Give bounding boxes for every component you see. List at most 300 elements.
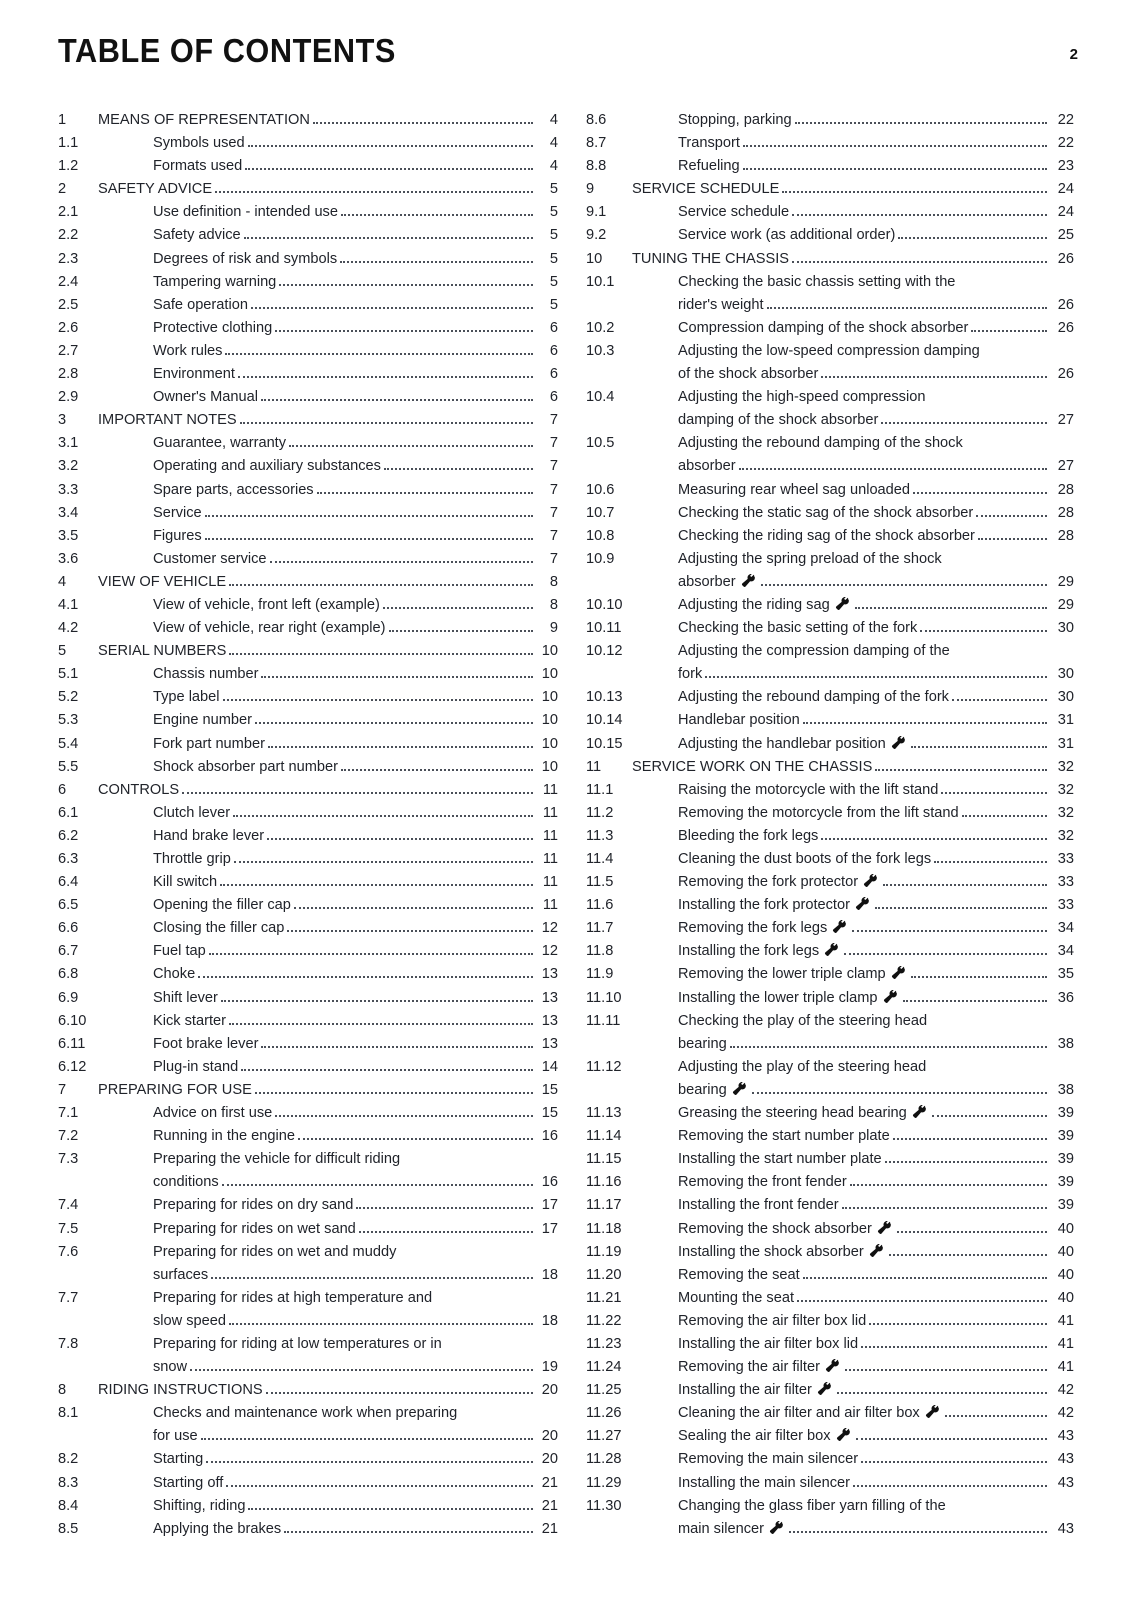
toc-entry-number: 11.6 xyxy=(586,897,614,914)
toc-page-ref[interactable]: 27 xyxy=(1057,458,1074,475)
toc-entry[interactable] xyxy=(586,709,1074,732)
toc-entry[interactable] xyxy=(586,1402,1074,1425)
toc-entry[interactable] xyxy=(58,1148,558,1194)
toc-entry[interactable] xyxy=(58,1379,558,1402)
toc-page-ref[interactable]: 7 xyxy=(549,504,558,521)
toc-entry[interactable] xyxy=(586,802,1074,825)
toc-entry[interactable] xyxy=(58,1241,558,1287)
toc-entry[interactable] xyxy=(58,756,558,779)
toc-page-ref[interactable]: 41 xyxy=(1057,1359,1074,1376)
toc-page-ref[interactable]: 32 xyxy=(1057,781,1074,798)
toc-entry[interactable] xyxy=(58,1402,558,1448)
toc-page-ref[interactable]: 15 xyxy=(541,1081,558,1098)
toc-entry-title-block xyxy=(678,779,1074,802)
toc-page-ref[interactable]: 16 xyxy=(541,1128,558,1145)
toc-entry-title-block xyxy=(98,640,558,663)
toc-page-ref[interactable]: 34 xyxy=(1057,920,1074,937)
toc-page-ref[interactable]: 18 xyxy=(541,1266,558,1283)
toc-page-ref[interactable]: 40 xyxy=(1057,1289,1074,1306)
wrench-icon xyxy=(863,874,878,888)
toc-entry-label: Preparing for rides at high temperature and xyxy=(153,1289,433,1306)
toc-page-ref[interactable]: 12 xyxy=(541,943,558,960)
toc-entry[interactable] xyxy=(586,132,1074,155)
toc-page-ref[interactable]: 42 xyxy=(1057,1405,1074,1422)
toc-entry-indent xyxy=(98,617,153,640)
toc-page-ref[interactable]: 10 xyxy=(541,689,558,706)
toc-entry-line-final xyxy=(678,1218,1074,1241)
toc-page-ref[interactable]: 5 xyxy=(549,227,558,244)
toc-page-ref[interactable]: 6 xyxy=(549,389,558,406)
toc-page-ref[interactable]: 33 xyxy=(1057,897,1074,914)
toc-entry-label: Throttle grip xyxy=(153,851,231,867)
toc-entry[interactable] xyxy=(58,455,558,478)
toc-entry-label: Opening the filler cap xyxy=(153,897,291,914)
toc-entry[interactable] xyxy=(58,294,558,317)
toc-page-ref[interactable]: 39 xyxy=(1057,1151,1074,1168)
toc-entry-title-block xyxy=(98,109,558,132)
toc-entry[interactable] xyxy=(58,709,558,732)
toc-entry-number: 10.6 xyxy=(586,481,615,498)
toc-page-ref[interactable]: 5 xyxy=(549,204,558,221)
toc-page-ref[interactable]: 33 xyxy=(1057,851,1074,867)
toc-page-ref[interactable]: 22 xyxy=(1057,135,1074,152)
toc-entry[interactable] xyxy=(586,1472,1074,1495)
toc-entry-number: 8.8 xyxy=(586,158,607,175)
toc-page-ref[interactable]: 6 xyxy=(549,366,558,383)
toc-entry[interactable] xyxy=(586,640,1074,686)
toc-page-ref[interactable]: 6 xyxy=(549,319,558,336)
toc-page-ref[interactable]: 11 xyxy=(542,851,558,867)
toc-entry-number: 11.23 xyxy=(586,1335,622,1352)
toc-page-ref[interactable]: 7 xyxy=(549,527,558,544)
toc-page-ref[interactable]: 17 xyxy=(541,1197,558,1214)
toc-page-ref[interactable]: 43 xyxy=(1057,1451,1074,1468)
toc-page-ref[interactable]: 36 xyxy=(1057,989,1074,1006)
toc-entry-number: 11.13 xyxy=(586,1105,622,1122)
toc-entry[interactable] xyxy=(586,1425,1074,1448)
toc-entry-indent xyxy=(632,132,678,155)
toc-entry[interactable] xyxy=(58,155,558,178)
toc-entry-label: MEANS OF REPRESENTATION xyxy=(98,112,310,128)
toc-entry[interactable] xyxy=(586,733,1074,756)
toc-entry-indent xyxy=(632,1010,678,1033)
toc-entry[interactable] xyxy=(586,479,1074,502)
toc-page-ref[interactable]: 32 xyxy=(1057,804,1074,821)
toc-entry[interactable] xyxy=(586,155,1074,178)
toc-entry-line xyxy=(678,340,1074,363)
toc-entry[interactable] xyxy=(58,640,558,663)
toc-entry-label: Clutch lever xyxy=(153,804,231,821)
toc-entry[interactable] xyxy=(586,1102,1074,1125)
toc-entry-title-block xyxy=(678,709,1074,732)
toc-entry[interactable] xyxy=(58,1287,558,1333)
toc-page-ref[interactable]: 43 xyxy=(1057,1474,1074,1491)
toc-entry[interactable] xyxy=(586,617,1074,640)
toc-page-ref[interactable]: 24 xyxy=(1057,181,1074,198)
toc-page-ref[interactable]: 5 xyxy=(549,250,558,267)
toc-entry-line-final xyxy=(678,1518,1074,1541)
toc-page-ref[interactable]: 39 xyxy=(1057,1105,1074,1122)
toc-entry[interactable] xyxy=(58,1033,558,1056)
toc-entry[interactable] xyxy=(586,1194,1074,1217)
toc-leader-dots xyxy=(752,1092,1047,1094)
toc-entry-indent xyxy=(98,756,153,779)
toc-entry[interactable] xyxy=(58,686,558,709)
toc-entry[interactable] xyxy=(586,1379,1074,1402)
toc-entry[interactable] xyxy=(58,1102,558,1125)
toc-page-ref[interactable]: 10 xyxy=(541,712,558,729)
toc-page-ref[interactable]: 38 xyxy=(1057,1035,1074,1052)
toc-page-ref[interactable]: 20 xyxy=(541,1451,558,1468)
toc-page-ref[interactable]: 10 xyxy=(541,666,558,683)
toc-page-ref[interactable]: 4 xyxy=(549,135,558,152)
toc-entry[interactable] xyxy=(586,1333,1074,1356)
toc-page-ref[interactable]: 28 xyxy=(1057,527,1074,544)
toc-page-ref[interactable]: 41 xyxy=(1057,1335,1074,1352)
toc-entry[interactable] xyxy=(586,1056,1074,1102)
toc-entry-indent xyxy=(98,825,153,848)
toc-page-ref[interactable]: 7 xyxy=(549,412,558,429)
toc-page-ref[interactable]: 28 xyxy=(1057,504,1074,521)
toc-leader-dots xyxy=(251,307,533,309)
toc-entry[interactable] xyxy=(58,871,558,894)
toc-page-ref[interactable]: 31 xyxy=(1057,735,1074,752)
toc-entry-line-final xyxy=(678,848,1074,871)
toc-page-ref[interactable]: 40 xyxy=(1057,1243,1074,1260)
toc-entry[interactable] xyxy=(586,1241,1074,1264)
toc-entry[interactable] xyxy=(586,502,1074,525)
toc-entry[interactable] xyxy=(586,1010,1074,1056)
toc-page-ref[interactable]: 29 xyxy=(1057,596,1074,613)
toc-page-ref[interactable]: 20 xyxy=(541,1382,558,1399)
toc-entry[interactable] xyxy=(586,201,1074,224)
toc-entry[interactable] xyxy=(586,1495,1074,1541)
toc-leader-dots xyxy=(855,607,1047,609)
toc-entry[interactable] xyxy=(58,224,558,247)
toc-page-ref[interactable]: 41 xyxy=(1057,1312,1074,1329)
toc-entry[interactable] xyxy=(586,1448,1074,1471)
toc-entry[interactable] xyxy=(58,1218,558,1241)
toc-entry-line xyxy=(678,1495,1074,1518)
toc-entry-label: Installing the air filter box lid xyxy=(678,1335,859,1352)
toc-page-ref[interactable]: 43 xyxy=(1057,1520,1074,1537)
toc-entry-label: View of vehicle, front left (example) xyxy=(153,596,380,613)
toc-entry[interactable] xyxy=(586,779,1074,802)
toc-entry[interactable] xyxy=(58,1079,558,1102)
toc-page-ref[interactable]: 11 xyxy=(542,874,558,891)
toc-page-ref[interactable]: 21 xyxy=(541,1497,558,1514)
toc-entry[interactable] xyxy=(586,248,1074,271)
toc-entry-title-block xyxy=(678,525,1074,548)
toc-entry[interactable] xyxy=(586,178,1074,201)
toc-page-ref[interactable]: 11 xyxy=(542,804,558,821)
toc-page-ref[interactable]: 35 xyxy=(1057,966,1074,983)
toc-entry[interactable] xyxy=(58,432,558,455)
toc-page-ref[interactable]: 28 xyxy=(1057,481,1074,498)
toc-page-ref[interactable]: 19 xyxy=(541,1359,558,1376)
toc-entry[interactable] xyxy=(586,432,1074,478)
toc-leader-dots xyxy=(226,1485,533,1487)
toc-entry[interactable] xyxy=(586,917,1074,940)
toc-page-ref[interactable]: 11 xyxy=(542,897,558,914)
toc-entry[interactable] xyxy=(58,548,558,571)
toc-page-ref[interactable]: 11 xyxy=(542,781,558,798)
toc-page-ref[interactable]: 34 xyxy=(1057,943,1074,960)
toc-entry[interactable] xyxy=(58,248,558,271)
toc-page-ref[interactable]: 33 xyxy=(1057,874,1074,891)
toc-entry-label: Stopping, parking xyxy=(678,112,792,128)
toc-page-ref[interactable]: 25 xyxy=(1057,227,1074,244)
toc-page-ref[interactable]: 5 xyxy=(549,296,558,313)
toc-page-ref[interactable]: 27 xyxy=(1057,412,1074,429)
toc-entry-number: 9.2 xyxy=(586,227,607,244)
toc-entry-line-final xyxy=(153,1194,558,1217)
toc-page-ref[interactable]: 26 xyxy=(1057,366,1074,383)
toc-entry[interactable] xyxy=(58,594,558,617)
toc-entry-line-final xyxy=(678,1402,1074,1425)
toc-entry[interactable] xyxy=(58,1518,558,1541)
toc-page-ref[interactable]: 12 xyxy=(541,920,558,937)
toc-page-ref[interactable]: 9 xyxy=(549,620,558,637)
toc-entry[interactable] xyxy=(586,1125,1074,1148)
toc-page-ref[interactable]: 8 xyxy=(549,596,558,613)
toc-entry[interactable] xyxy=(58,1472,558,1495)
toc-page-ref[interactable]: 10 xyxy=(541,735,558,752)
toc-page-ref[interactable]: 22 xyxy=(1057,112,1074,128)
toc-entry-label: Adjusting the high-speed compression xyxy=(678,389,926,406)
toc-entry[interactable] xyxy=(586,825,1074,848)
toc-entry[interactable] xyxy=(586,317,1074,340)
toc-page-ref[interactable]: 18 xyxy=(541,1312,558,1329)
toc-page-ref[interactable]: 7 xyxy=(549,435,558,452)
toc-entry[interactable] xyxy=(58,571,558,594)
toc-page-ref[interactable]: 39 xyxy=(1057,1128,1074,1145)
toc-entry[interactable] xyxy=(586,594,1074,617)
toc-page-ref[interactable]: 5 xyxy=(549,273,558,290)
toc-entry[interactable] xyxy=(58,271,558,294)
toc-entry[interactable] xyxy=(58,132,558,155)
toc-page-ref[interactable]: 16 xyxy=(541,1174,558,1191)
toc-entry[interactable] xyxy=(58,525,558,548)
toc-leader-dots xyxy=(952,699,1047,701)
toc-entry[interactable] xyxy=(58,663,558,686)
toc-entry[interactable] xyxy=(586,1264,1074,1287)
toc-page-ref[interactable]: 13 xyxy=(541,966,558,983)
toc-page-ref[interactable]: 40 xyxy=(1057,1220,1074,1237)
toc-entry[interactable] xyxy=(586,1148,1074,1171)
toc-leader-dots xyxy=(209,953,533,955)
toc-entry[interactable] xyxy=(58,479,558,502)
toc-leader-dots xyxy=(978,538,1047,540)
toc-entry-title-block xyxy=(678,963,1074,986)
toc-entry[interactable] xyxy=(58,178,558,201)
toc-entry-label: Use definition - intended use xyxy=(153,204,338,221)
toc-page-ref[interactable]: 26 xyxy=(1057,250,1074,267)
toc-entry-number: 2.5 xyxy=(58,296,79,313)
toc-entry[interactable] xyxy=(586,1287,1074,1310)
toc-entry-number: 11.18 xyxy=(586,1220,622,1237)
toc-entry-number: 3.6 xyxy=(58,550,79,567)
toc-page-ref[interactable]: 13 xyxy=(541,1035,558,1052)
toc-entry[interactable] xyxy=(58,386,558,409)
toc-page-ref[interactable]: 42 xyxy=(1057,1382,1074,1399)
toc-page-ref[interactable]: 11 xyxy=(542,827,558,844)
toc-entry-title-block xyxy=(678,1171,1074,1194)
toc-entry-indent xyxy=(632,1171,678,1194)
toc-page-ref[interactable]: 32 xyxy=(1057,827,1074,844)
toc-entry[interactable] xyxy=(586,109,1074,132)
toc-page-ref[interactable]: 7 xyxy=(549,550,558,567)
toc-page-ref[interactable]: 26 xyxy=(1057,296,1074,313)
toc-entry[interactable] xyxy=(586,224,1074,247)
toc-page-ref[interactable]: 4 xyxy=(549,112,558,128)
toc-entry-indent xyxy=(632,963,678,986)
toc-entry[interactable] xyxy=(586,1171,1074,1194)
toc-entry-line-final xyxy=(153,455,558,478)
toc-entry-label: Degrees of risk and symbols xyxy=(153,250,338,267)
toc-entry[interactable] xyxy=(586,525,1074,548)
toc-entry[interactable] xyxy=(58,963,558,986)
toc-page-ref[interactable]: 30 xyxy=(1057,666,1074,683)
toc-page-ref[interactable]: 15 xyxy=(541,1105,558,1122)
toc-entry[interactable] xyxy=(58,802,558,825)
toc-page-ref[interactable]: 8 xyxy=(549,573,558,590)
toc-entry[interactable] xyxy=(586,386,1074,432)
toc-entry[interactable] xyxy=(586,871,1074,894)
toc-entry[interactable] xyxy=(58,733,558,756)
toc-entry-indent xyxy=(98,987,153,1010)
toc-page-ref[interactable]: 21 xyxy=(541,1520,558,1537)
toc-entry[interactable] xyxy=(58,201,558,224)
toc-page-ref[interactable]: 43 xyxy=(1057,1428,1074,1445)
toc-page-ref[interactable]: 10 xyxy=(541,758,558,775)
toc-entry[interactable] xyxy=(586,963,1074,986)
toc-leader-dots xyxy=(971,330,1047,332)
toc-entry-number: 5.3 xyxy=(58,712,79,729)
toc-entry[interactable] xyxy=(58,409,558,432)
toc-page-ref[interactable]: 20 xyxy=(541,1428,558,1445)
toc-entry[interactable] xyxy=(586,756,1074,779)
toc-entry[interactable] xyxy=(58,363,558,386)
toc-page-ref[interactable]: 13 xyxy=(541,1012,558,1029)
toc-entry[interactable] xyxy=(58,1333,558,1379)
toc-entry-label: Running in the engine xyxy=(153,1128,295,1145)
toc-entry-line-final xyxy=(678,802,1074,825)
toc-page-ref[interactable]: 23 xyxy=(1057,158,1074,175)
toc-entry[interactable] xyxy=(58,1194,558,1217)
toc-page-ref[interactable]: 39 xyxy=(1057,1197,1074,1214)
toc-entry-title-block xyxy=(678,271,1074,317)
toc-entry[interactable] xyxy=(58,987,558,1010)
toc-entry[interactable] xyxy=(58,917,558,940)
toc-page-ref[interactable]: 32 xyxy=(1057,758,1074,775)
toc-page-ref[interactable]: 29 xyxy=(1057,573,1074,590)
toc-entry[interactable] xyxy=(586,1310,1074,1333)
toc-entry-title-block xyxy=(98,779,558,802)
toc-entry-indent xyxy=(98,132,153,155)
toc-page-ref[interactable]: 21 xyxy=(541,1474,558,1491)
toc-entry-label: Advice on first use xyxy=(153,1105,273,1122)
toc-page-ref[interactable]: 30 xyxy=(1057,689,1074,706)
toc-entry[interactable] xyxy=(58,1056,558,1079)
toc-leader-dots xyxy=(341,769,533,771)
toc-entry-number: 11.10 xyxy=(586,989,622,1006)
toc-entry[interactable] xyxy=(58,109,558,132)
toc-entry[interactable] xyxy=(58,617,558,640)
toc-page-ref[interactable]: 40 xyxy=(1057,1266,1074,1283)
toc-entry[interactable] xyxy=(58,1495,558,1518)
toc-entry[interactable] xyxy=(586,340,1074,386)
toc-page-ref[interactable]: 7 xyxy=(549,481,558,498)
toc-entry[interactable] xyxy=(58,779,558,802)
toc-entry-label: Shifting, riding xyxy=(153,1497,246,1514)
toc-entry[interactable] xyxy=(586,987,1074,1010)
toc-entry[interactable] xyxy=(586,271,1074,317)
toc-page-ref[interactable]: 30 xyxy=(1057,620,1074,637)
toc-page-ref[interactable]: 24 xyxy=(1057,204,1074,221)
toc-page-ref[interactable]: 6 xyxy=(549,342,558,359)
toc-entry[interactable] xyxy=(586,1356,1074,1379)
toc-leader-dots xyxy=(255,1092,533,1094)
toc-entry-label: Service work (as additional order) xyxy=(678,227,896,244)
toc-entry[interactable] xyxy=(58,1448,558,1471)
toc-page-ref[interactable]: 13 xyxy=(541,989,558,1006)
toc-entry-number: 3.4 xyxy=(58,504,79,521)
toc-entry[interactable] xyxy=(586,1218,1074,1241)
toc-entry-indent xyxy=(632,1425,678,1448)
toc-entry-number: 10 xyxy=(586,250,603,267)
toc-entry-line-final xyxy=(678,1472,1074,1495)
toc-entry-label: Refueling xyxy=(678,158,740,175)
toc-entry[interactable] xyxy=(58,1125,558,1148)
toc-entry[interactable] xyxy=(58,317,558,340)
toc-page-ref[interactable]: 7 xyxy=(549,458,558,475)
toc-page-ref[interactable]: 26 xyxy=(1057,319,1074,336)
toc-entry-title-block xyxy=(153,848,558,871)
toc-leader-dots xyxy=(898,237,1047,239)
toc-leader-dots xyxy=(869,1323,1047,1325)
toc-page-ref[interactable]: 17 xyxy=(541,1220,558,1237)
wrench-icon xyxy=(869,1244,884,1258)
toc-page-ref[interactable]: 10 xyxy=(541,643,558,660)
toc-entry[interactable] xyxy=(586,686,1074,709)
toc-entry-title-block xyxy=(678,1264,1074,1287)
toc-entry-indent xyxy=(98,432,153,455)
toc-entry[interactable] xyxy=(586,848,1074,871)
toc-entry-indent xyxy=(632,1264,678,1287)
toc-entry[interactable] xyxy=(58,825,558,848)
toc-entry-title-block xyxy=(678,1010,1074,1056)
toc-page-ref[interactable]: 38 xyxy=(1057,1081,1074,1098)
toc-page-ref[interactable]: 5 xyxy=(549,181,558,198)
toc-page-ref[interactable]: 14 xyxy=(541,1058,558,1075)
toc-entry-line-final xyxy=(153,479,558,502)
toc-entry-indent xyxy=(632,987,678,1010)
toc-entry[interactable] xyxy=(58,502,558,525)
toc-entry[interactable] xyxy=(58,848,558,871)
toc-entry[interactable] xyxy=(586,548,1074,594)
toc-entry[interactable] xyxy=(58,940,558,963)
toc-leader-dots xyxy=(268,746,533,748)
toc-entry[interactable] xyxy=(58,894,558,917)
toc-entry[interactable] xyxy=(586,894,1074,917)
toc-page-ref[interactable]: 4 xyxy=(549,158,558,175)
toc-entry[interactable] xyxy=(586,940,1074,963)
toc-entry[interactable] xyxy=(58,1010,558,1033)
toc-entry[interactable] xyxy=(58,340,558,363)
toc-page-ref[interactable]: 39 xyxy=(1057,1174,1074,1191)
toc-page-ref[interactable]: 31 xyxy=(1057,712,1074,729)
